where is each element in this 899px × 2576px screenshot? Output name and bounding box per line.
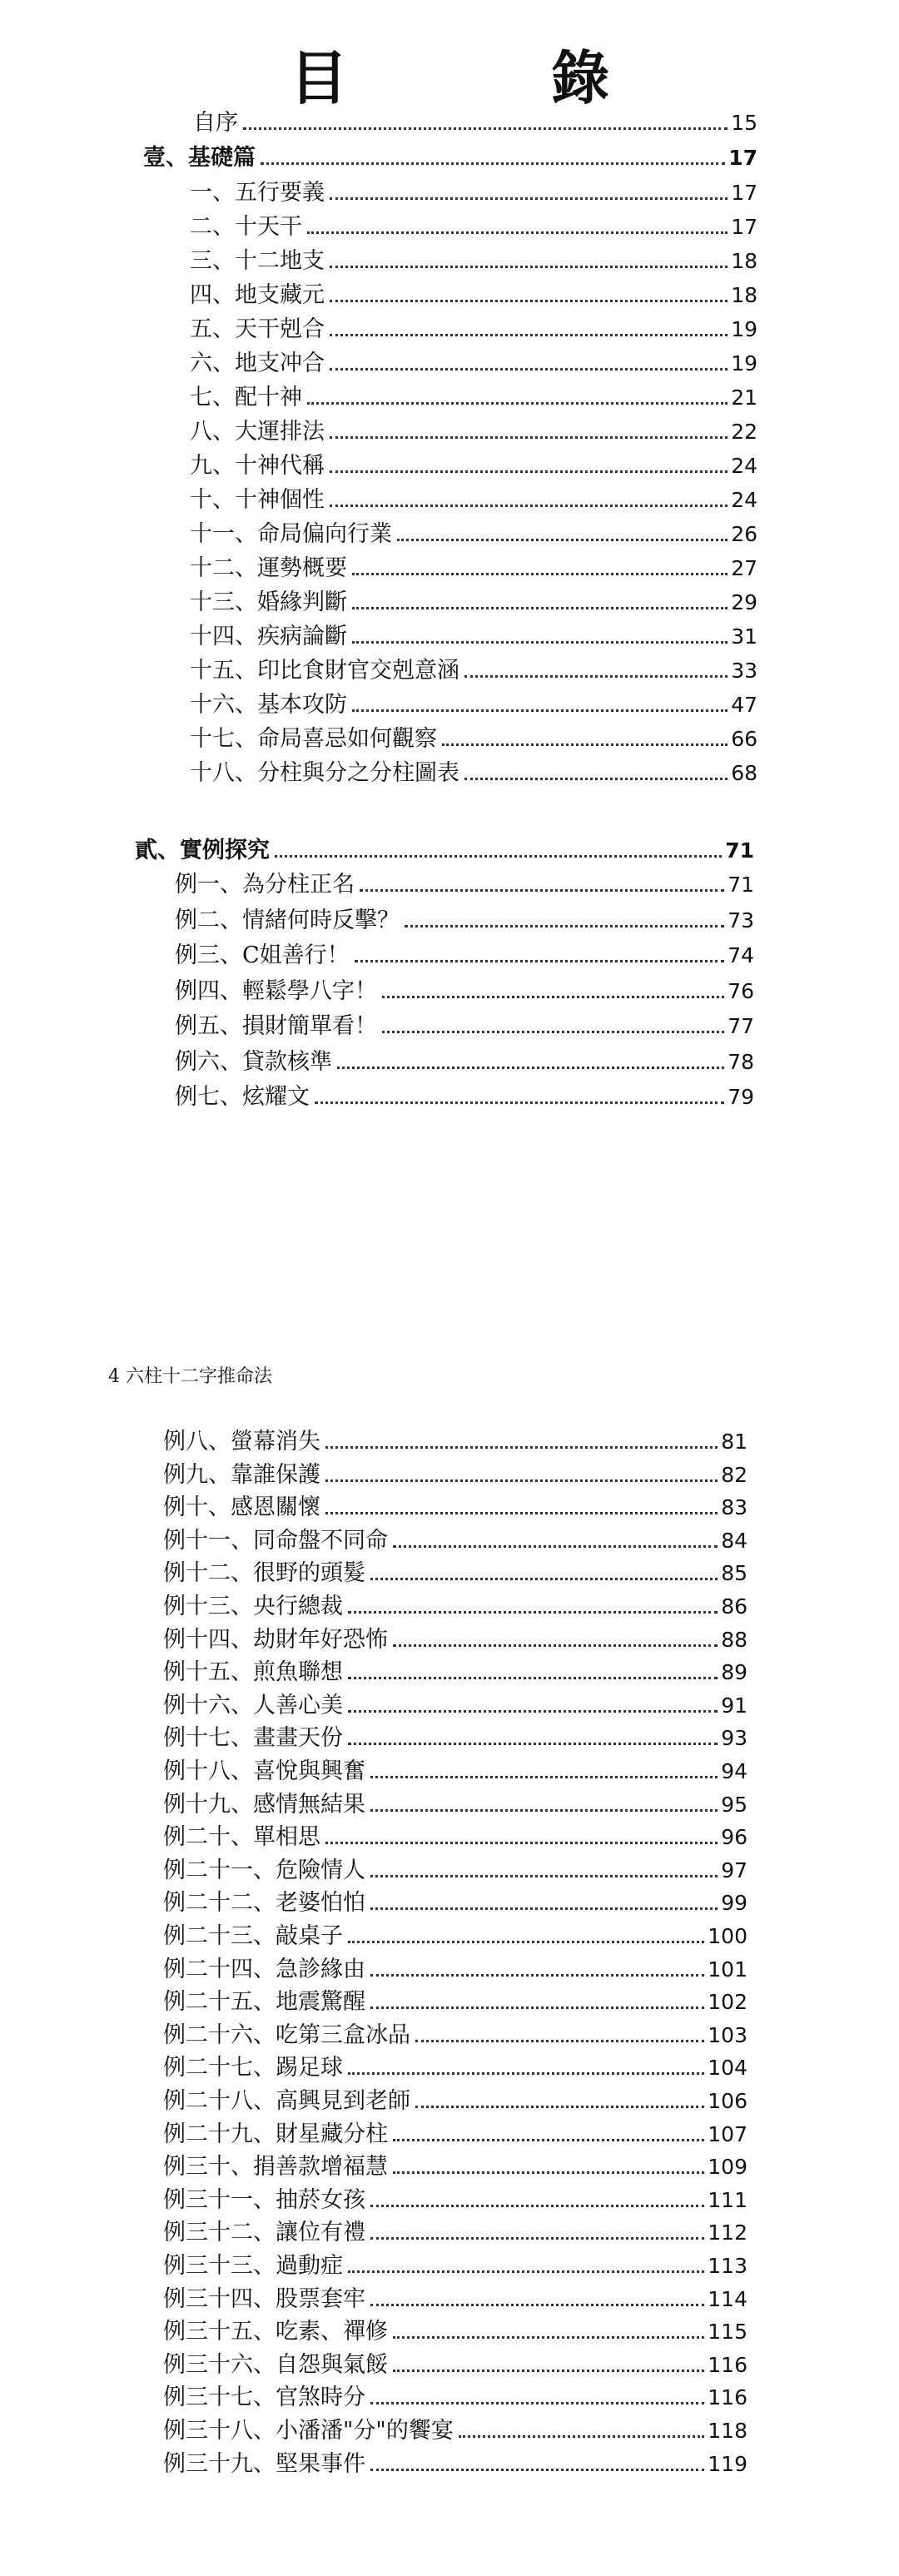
toc-page-number: 17 — [731, 181, 757, 205]
toc-entry-title: 例十七、畫畫天份 — [163, 1725, 343, 1752]
dot-leader — [330, 300, 728, 302]
toc-page-number: 86 — [721, 1594, 748, 1619]
dot-leader — [415, 2040, 704, 2042]
toc-entry-title: 例三十六、自怨與氣餒 — [163, 2351, 388, 2378]
toc-entry-title: 例十四、劫財年好恐怖 — [163, 1626, 388, 1653]
toc-page-number: 95 — [721, 1792, 748, 1817]
toc-entry[interactable] — [163, 1427, 748, 1457]
dot-leader — [370, 1776, 718, 1778]
toc-entry[interactable] — [163, 2186, 748, 2215]
dot-leader — [370, 2402, 704, 2404]
toc-page-number: 83 — [721, 1495, 748, 1520]
toc-entry-title: 例六、貸款核準 — [175, 1048, 332, 1075]
dot-leader — [360, 889, 724, 892]
dot-leader — [382, 996, 724, 998]
toc-part-heading[interactable] — [143, 143, 757, 173]
toc-entry[interactable] — [163, 1691, 748, 1721]
toc-page-number: 100 — [708, 1924, 748, 1948]
toc-page-number: 116 — [708, 2352, 748, 2377]
toc-entry-title: 例二十八、高興見到老師 — [163, 2088, 410, 2114]
toc-entry[interactable] — [163, 1987, 748, 2017]
toc-entry-title: 九、十神代稱 — [190, 453, 325, 479]
toc-entry-title: 例三十、捐善款增福慧 — [163, 2154, 388, 2181]
toc-entry[interactable] — [175, 1047, 754, 1077]
toc-entry[interactable] — [190, 758, 757, 788]
toc-page-number: 101 — [708, 1957, 748, 1982]
toc-entry-title: 例二十六、吃第三盒冰品 — [163, 2022, 410, 2048]
toc-page-number: 102 — [708, 1990, 748, 2015]
dot-leader — [370, 1907, 718, 1910]
toc-page-number: 19 — [731, 317, 757, 341]
toc-entry-title: 十七、命局喜忌如何觀察 — [190, 726, 437, 752]
dot-leader — [307, 402, 728, 405]
toc-entry[interactable] — [190, 281, 757, 311]
toc-page-number: 73 — [728, 908, 754, 932]
toc-entry[interactable] — [163, 2152, 748, 2182]
toc-entry[interactable] — [163, 1723, 748, 1753]
dot-leader — [325, 1446, 718, 1449]
toc-page-number: 88 — [721, 1627, 748, 1652]
toc-entry[interactable] — [163, 1658, 748, 1688]
toc-page-number: 96 — [721, 1825, 748, 1850]
toc-page-number: 17 — [728, 146, 757, 170]
toc-page-number: 66 — [731, 727, 757, 751]
dot-leader — [348, 1941, 704, 1943]
toc-entry-title: 十八、分柱與分之分柱圖表 — [190, 760, 459, 786]
dot-leader — [348, 1710, 718, 1713]
toc-entry-title: 六、地支冲合 — [190, 351, 325, 376]
dot-leader — [243, 127, 728, 130]
dot-leader — [330, 368, 728, 370]
toc-entry[interactable] — [175, 1012, 754, 1042]
toc-entry-title: 十三、婚緣判斷 — [190, 589, 347, 615]
toc-entry-title: 二、十天干 — [190, 214, 302, 240]
toc-entry[interactable] — [163, 1922, 748, 1952]
toc-entry-title: 例七、炫耀文 — [175, 1084, 310, 1110]
dot-leader — [330, 197, 728, 200]
toc-entry[interactable] — [163, 2317, 748, 2347]
toc-page-number: 17 — [731, 215, 757, 239]
toc-page-number: 119 — [708, 2451, 748, 2476]
toc-entry[interactable] — [163, 2416, 748, 2446]
toc-entry-title: 例三、C姐善行！ — [175, 942, 350, 968]
toc-page-number: 89 — [721, 1660, 748, 1685]
toc-page-number: 113 — [708, 2254, 748, 2278]
toc-page-number: 47 — [731, 693, 757, 717]
toc-entry[interactable] — [163, 1625, 748, 1655]
toc-entry[interactable] — [190, 554, 757, 584]
toc-entry-title: 例十一、同命盤不同命 — [163, 1527, 388, 1554]
toc-entry[interactable] — [190, 212, 757, 242]
toc-entry-title: 例二十、單相思 — [163, 1824, 320, 1851]
toc-entry-title: 十一、命局偏向行業 — [190, 521, 392, 547]
dot-leader — [370, 1578, 718, 1580]
toc-entry-title: 例五、損財簡單看！ — [175, 1013, 377, 1039]
toc-page-number: 107 — [708, 2121, 748, 2146]
toc-entry-title: 例二十九、財星藏分柱 — [163, 2121, 388, 2147]
toc-entry-title: 一、五行要義 — [190, 180, 325, 206]
dot-leader — [382, 1031, 724, 1033]
toc-page-number: 114 — [708, 2286, 748, 2311]
dot-leader — [337, 1067, 724, 1069]
dot-leader — [464, 778, 728, 780]
toc-entry[interactable] — [163, 2449, 748, 2479]
toc-entry-title: 例三十七、官煞時分 — [163, 2385, 365, 2411]
dot-leader — [325, 1842, 718, 1844]
toc-entry-title: 八、大運排法 — [190, 419, 325, 445]
toc-entry[interactable] — [175, 906, 754, 936]
toc-entry-title: 例二、情緒何時反擊？ — [175, 907, 400, 933]
toc-entry-title: 例十五、煎魚聯想 — [163, 1659, 343, 1686]
toc-entry[interactable] — [163, 2285, 748, 2315]
toc-entry[interactable] — [163, 1493, 748, 1523]
toc-entry[interactable] — [190, 656, 757, 686]
dot-leader — [352, 709, 728, 712]
toc-entry-title: 例三十二、讓位有禮 — [163, 2220, 365, 2246]
dot-leader — [275, 855, 722, 858]
toc-entry-title: 例三十八、小潘潘"分"的饗宴 — [163, 2418, 454, 2444]
toc-page-number: 115 — [708, 2320, 748, 2345]
toc-entry[interactable] — [190, 724, 757, 754]
toc-entry[interactable] — [163, 2053, 748, 2083]
dot-leader — [348, 1677, 718, 1679]
toc-page-number: 109 — [708, 2155, 748, 2180]
toc-entry-title: 例八、螢幕消失 — [163, 1429, 320, 1455]
toc-entry-title: 例十九、感情無結果 — [163, 1791, 365, 1818]
toc-entry[interactable] — [190, 315, 757, 345]
dot-leader — [330, 436, 728, 439]
dot-leader — [393, 2370, 704, 2372]
toc-page-number: 29 — [731, 590, 757, 614]
toc-page-number: 71 — [728, 873, 754, 897]
toc-entry[interactable] — [163, 1592, 748, 1622]
toc-entry-title: 例二十一、危險情人 — [163, 1857, 365, 1883]
toc-entry[interactable] — [190, 622, 757, 652]
toc-page-number: 118 — [708, 2419, 748, 2443]
toc-entry-title: 例三十一、抽菸女孩 — [163, 2186, 365, 2213]
toc-page-number: 31 — [731, 624, 757, 649]
toc-entry[interactable] — [163, 2251, 748, 2281]
toc-entry[interactable] — [175, 870, 754, 900]
toc-entry[interactable] — [190, 690, 757, 720]
toc-page-number: 27 — [731, 556, 757, 580]
toc-entry[interactable] — [190, 178, 757, 208]
toc-page-number: 99 — [721, 1891, 748, 1916]
toc-part-heading[interactable] — [135, 836, 754, 866]
toc-entry[interactable] — [190, 588, 757, 618]
toc-page-number: 78 — [728, 1049, 754, 1074]
dot-leader — [397, 539, 728, 541]
dot-leader — [464, 675, 728, 678]
toc-entry-title: 四、地支藏元 — [190, 282, 325, 308]
toc-entry-title: 五、天干剋合 — [190, 316, 325, 342]
toc-entry[interactable] — [190, 520, 757, 550]
toc-entry-title: 十四、疾病論斷 — [190, 624, 347, 649]
toc-page-number: 74 — [728, 943, 754, 967]
toc-entry-title: 例十八、喜悅與興奮 — [163, 1758, 365, 1784]
dot-leader — [459, 2435, 704, 2438]
toc-entry-title: 三、十二地支 — [190, 248, 325, 274]
toc-entry-title: 十六、基本攻防 — [190, 692, 347, 718]
toc-entry[interactable] — [163, 1559, 748, 1589]
toc-entry-title: 十五、印比食財官交剋意涵 — [190, 658, 459, 684]
toc-page-number: 93 — [721, 1726, 748, 1751]
toc-page-number: 85 — [721, 1561, 748, 1586]
toc-page-number: 18 — [731, 249, 757, 273]
toc-entry[interactable] — [163, 2383, 748, 2413]
toc-page-number: 94 — [721, 1759, 748, 1783]
toc-page-number: 106 — [708, 2089, 748, 2113]
dot-leader — [325, 1512, 718, 1514]
dot-leader — [352, 641, 728, 644]
toc-entry-title: 十、十神個性 — [190, 487, 325, 513]
toc-entry[interactable] — [175, 977, 754, 1007]
toc-entry[interactable] — [163, 2218, 748, 2248]
dot-leader — [393, 2139, 704, 2141]
dot-leader — [330, 334, 728, 336]
toc-entry[interactable] — [163, 2350, 748, 2380]
toc-page-number: 76 — [728, 978, 754, 1003]
toc-entry-title: 例九、靠誰保護 — [163, 1461, 320, 1488]
toc-entry[interactable] — [163, 1888, 748, 1918]
dot-leader — [355, 960, 725, 962]
toc-entry-preface[interactable] — [193, 108, 757, 138]
dot-leader — [370, 2205, 704, 2207]
toc-entry[interactable] — [175, 1082, 754, 1112]
toc-entry-title: 例二十三、敲桌子 — [163, 1923, 343, 1949]
toc-page-number: 26 — [731, 522, 757, 546]
dot-leader — [352, 607, 728, 609]
toc-page-number: 103 — [708, 2022, 748, 2047]
toc-page-number: 22 — [731, 420, 757, 444]
toc-entry[interactable] — [163, 2120, 748, 2150]
toc-entry-title: 自序 — [193, 110, 238, 136]
toc-page-number: 77 — [728, 1014, 754, 1038]
toc-entry-title: 例二十五、地震驚醒 — [163, 1989, 365, 2016]
toc-title: 目 錄 — [289, 44, 702, 112]
dot-leader — [348, 1611, 718, 1614]
dot-leader — [370, 2469, 704, 2471]
dot-leader — [307, 231, 728, 234]
toc-entry-title: 七、配十神 — [190, 385, 302, 410]
dot-leader — [330, 505, 728, 507]
toc-entry[interactable] — [190, 451, 757, 481]
dot-leader — [370, 1809, 718, 1812]
toc-entry-title: 貳、實例探究 — [135, 838, 270, 863]
running-head: 4 六柱十二字推命法 — [108, 1366, 272, 1387]
toc-entry[interactable] — [190, 246, 757, 276]
toc-page-number: 97 — [721, 1857, 748, 1882]
toc-page-number: 91 — [721, 1693, 748, 1718]
dot-leader — [348, 2072, 704, 2075]
toc-entry[interactable] — [163, 1757, 748, 1787]
dot-leader — [348, 2270, 704, 2273]
toc-entry-title: 例四、輕鬆學八字！ — [175, 977, 377, 1004]
toc-entry-title: 十二、運勢概要 — [190, 555, 347, 581]
dot-leader — [442, 743, 728, 746]
toc-entry[interactable] — [163, 1526, 748, 1556]
toc-page-number: 79 — [728, 1085, 754, 1109]
dot-leader — [348, 1743, 718, 1745]
toc-entry-title: 例三十九、堅果事件 — [163, 2450, 365, 2477]
toc-entry[interactable] — [163, 1823, 748, 1852]
toc-page-number: 104 — [708, 2056, 748, 2081]
toc-page-number: 68 — [731, 761, 757, 785]
dot-leader — [393, 1545, 718, 1548]
toc-entry-title: 例二十七、踢足球 — [163, 2055, 343, 2081]
toc-page-number: 84 — [721, 1528, 748, 1553]
toc-page-number: 71 — [725, 838, 754, 863]
toc-entry[interactable] — [163, 1955, 748, 1985]
toc-entry[interactable] — [163, 1790, 748, 1820]
toc-entry-title: 例二十四、急診緣由 — [163, 1956, 365, 1982]
dot-leader — [370, 2237, 704, 2240]
toc-entry-title: 例十三、央行總裁 — [163, 1594, 343, 1619]
dot-leader — [370, 2304, 704, 2306]
dot-leader — [315, 1102, 724, 1104]
toc-page-number: 81 — [721, 1430, 748, 1454]
toc-entry-title: 例十六、人善心美 — [163, 1692, 343, 1718]
dot-leader — [330, 266, 728, 268]
toc-entry-title: 例三十三、過動症 — [163, 2253, 343, 2279]
toc-entry[interactable] — [190, 349, 757, 379]
toc-entry[interactable] — [163, 1856, 748, 1886]
toc-page-number: 24 — [731, 454, 757, 478]
dot-leader — [325, 1479, 718, 1482]
toc-page-number: 111 — [708, 2187, 748, 2212]
toc-page-number: 116 — [708, 2385, 748, 2410]
toc-entry-title: 例十、感恩關懷 — [163, 1494, 320, 1521]
toc-page-number: 15 — [731, 111, 757, 135]
toc-entry[interactable] — [190, 383, 757, 413]
toc-entry[interactable] — [175, 941, 754, 971]
toc-page-number: 18 — [731, 283, 757, 307]
toc-entry[interactable] — [163, 2021, 748, 2051]
dot-leader — [261, 162, 725, 165]
toc-entry-title: 例一、為分柱正名 — [175, 872, 355, 898]
toc-entry-title: 壹、基礎篇 — [143, 145, 256, 171]
toc-page-number: 19 — [731, 351, 757, 375]
dot-leader — [393, 2171, 704, 2174]
dot-leader — [330, 470, 728, 473]
toc-entry-title: 例三十五、吃素、禪修 — [163, 2319, 388, 2345]
dot-leader — [370, 1974, 704, 1977]
toc-page-number: 33 — [731, 659, 757, 683]
dot-leader — [393, 2336, 704, 2339]
dot-leader — [370, 1875, 718, 1877]
toc-page-number: 82 — [721, 1462, 748, 1487]
toc-entry[interactable] — [163, 1460, 748, 1490]
toc-entry[interactable] — [190, 417, 757, 447]
toc-entry-title: 例二十二、老婆怕怕 — [163, 1890, 365, 1917]
dot-leader — [352, 573, 728, 575]
dot-leader — [415, 2106, 704, 2108]
toc-page-number: 21 — [731, 385, 757, 410]
dot-leader — [405, 925, 724, 927]
toc-page-number: 24 — [731, 488, 757, 512]
dot-leader — [393, 1644, 718, 1647]
toc-entry-title: 例三十四、股票套牢 — [163, 2285, 365, 2312]
toc-page-number: 112 — [708, 2220, 748, 2245]
dot-leader — [370, 2007, 704, 2009]
toc-entry[interactable] — [163, 2086, 748, 2116]
toc-entry[interactable] — [190, 485, 757, 515]
toc-entry-title: 例十二、很野的頭髮 — [163, 1560, 365, 1587]
